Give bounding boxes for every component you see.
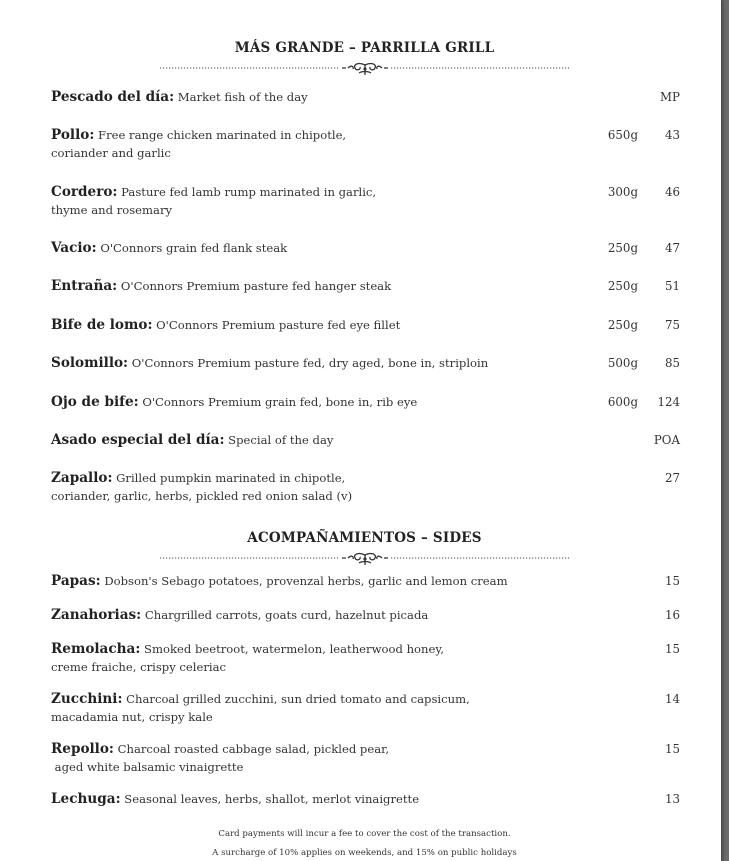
ornamental-divider-icon: [160, 61, 570, 77]
item-description: Special of the day: [228, 433, 334, 447]
grill-item: [51, 469, 691, 505]
item-price: 15: [664, 742, 680, 756]
item-name: Solomillo:: [51, 355, 129, 371]
item-price: 75: [664, 318, 680, 332]
item-description-continued: coriander, garlic, herbs, pickled red onion salad (v): [51, 489, 353, 503]
item-price: 51: [664, 279, 680, 293]
item-name: Asado especial del día:: [51, 432, 225, 448]
item-price: 14: [664, 692, 680, 706]
item-weight: 300g: [607, 185, 638, 199]
item-name: Entraña:: [51, 278, 118, 294]
grill-section-title: MÁS GRANDE – PARRILLA GRILL: [234, 40, 495, 56]
item-price: 15: [664, 574, 680, 588]
item-name: Papas:: [51, 573, 101, 589]
item-description: Chargrilled carrots, goats curd, hazelnut picada: [144, 608, 429, 622]
item-description-continued: creme fraiche, crispy celeriac: [51, 660, 227, 674]
item-description-continued: thyme and rosemary: [51, 203, 173, 217]
item-description: O'Connors Premium pasture fed, dry aged, bone in, striploin: [131, 356, 489, 370]
item-weight: 650g: [607, 128, 638, 142]
item-description-continued: macadamia nut, crispy kale: [51, 710, 213, 724]
side-item: [51, 640, 691, 676]
item-description: Pasture fed lamb rump marinated in garlic,: [121, 185, 377, 199]
grill-item: [51, 431, 691, 449]
item-price: 46: [664, 185, 680, 199]
side-item: [51, 790, 691, 808]
side-item: [51, 606, 691, 624]
side-item: [51, 740, 691, 776]
card-fee-note: Card payments will incur a fee to cover the cost of the transaction.: [218, 829, 511, 839]
item-weight: 250g: [607, 279, 638, 293]
ornamental-divider-icon: [160, 551, 570, 567]
item-weight: 500g: [607, 356, 638, 370]
item-description: Free range chicken marinated in chipotle,: [98, 128, 347, 142]
surcharge-note: A surcharge of 10% applies on weekends, and 15% on public holidays: [212, 848, 517, 858]
item-price: 27: [664, 471, 680, 485]
item-price: POA: [653, 433, 680, 447]
grill-item: [51, 354, 691, 372]
item-description: Grilled pumpkin marinated in chipotle,: [116, 471, 346, 485]
item-price: 47: [664, 241, 680, 255]
item-price: 124: [657, 395, 680, 409]
grill-item: [51, 316, 691, 334]
item-price: 85: [664, 356, 680, 370]
item-name: Pollo:: [51, 127, 95, 143]
item-description-continued: aged white balsamic vinaigrette: [51, 760, 244, 774]
item-price: 16: [664, 608, 680, 622]
item-name: Bife de lomo:: [51, 317, 153, 333]
item-price: 15: [664, 642, 680, 656]
grill-item: [51, 183, 691, 219]
item-name: Lechuga:: [51, 791, 121, 807]
item-name: Pescado del día:: [51, 89, 175, 105]
grill-item: [51, 393, 691, 411]
item-name: Cordero:: [51, 184, 118, 200]
item-price: 43: [664, 128, 680, 142]
item-weight: 250g: [607, 318, 638, 332]
item-description-continued: coriander and garlic: [51, 146, 171, 160]
side-item: [51, 572, 691, 590]
item-price: MP: [659, 90, 680, 104]
grill-item: [51, 88, 691, 106]
item-name: Repollo:: [51, 741, 114, 757]
item-name: Remolacha:: [51, 641, 141, 657]
item-description: Dobson's Sebago potatoes, provenzal herbs, garlic and lemon cream: [104, 574, 508, 588]
grill-item: [51, 277, 691, 295]
item-name: Vacio:: [51, 240, 97, 256]
item-description: O'Connors Premium grain fed, bone in, rib eye: [142, 395, 418, 409]
item-description: O'Connors grain fed flank steak: [100, 241, 288, 255]
item-weight: 250g: [607, 241, 638, 255]
grill-item: [51, 126, 691, 162]
item-name: Ojo de bife:: [51, 394, 139, 410]
item-name: Zanahorias:: [51, 607, 142, 623]
side-item: [51, 690, 691, 726]
item-description: Smoked beetroot, watermelon, leatherwood honey,: [144, 642, 445, 656]
sides-section-title: ACOMPAÑAMIENTOS – SIDES: [247, 530, 482, 546]
item-weight: 600g: [607, 395, 638, 409]
item-price: 13: [664, 792, 680, 806]
item-description: O'Connors Premium pasture fed eye fillet: [156, 318, 401, 332]
item-description: Seasonal leaves, herbs, shallot, merlot vinaigrette: [124, 792, 420, 806]
item-description: Charcoal grilled zucchini, sun dried tomato and capsicum,: [126, 692, 470, 706]
item-description: O'Connors Premium pasture fed hanger steak: [120, 279, 392, 293]
item-description: Market fish of the day: [177, 90, 308, 104]
item-name: Zucchini:: [51, 691, 123, 707]
item-description: Charcoal roasted cabbage salad, pickled pear,: [117, 742, 390, 756]
item-name: Zapallo:: [51, 470, 113, 486]
grill-item: [51, 239, 691, 257]
